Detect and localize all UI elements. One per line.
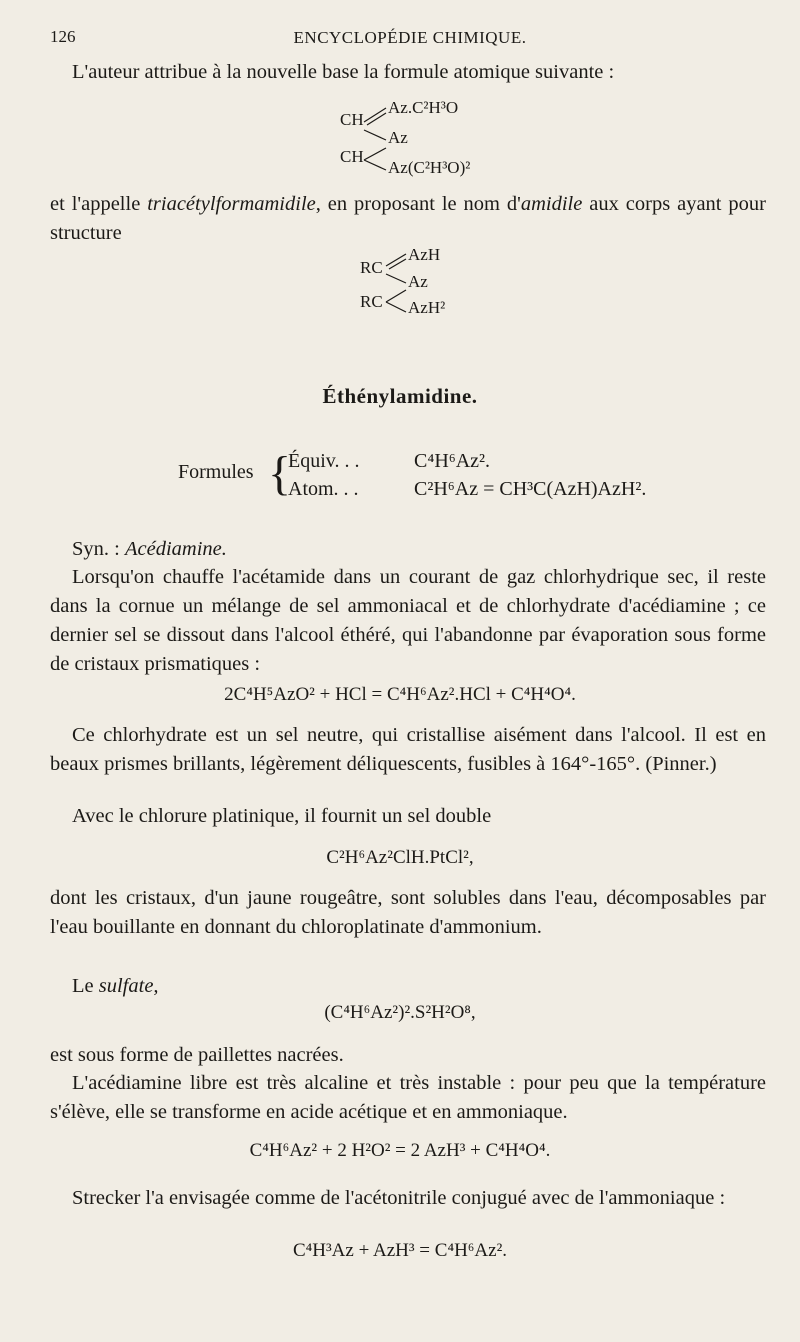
formula1-ch-top: CH bbox=[340, 110, 364, 129]
page-header bbox=[50, 27, 770, 51]
formules-equiv-label: Équiv. . . bbox=[288, 450, 360, 472]
formula2-line1: AzH bbox=[408, 245, 441, 264]
equation-2: C²H⁶Az²ClH.PtCl², bbox=[326, 847, 474, 868]
equation-3: (C⁴H⁶Az²)².S²H²O⁸, bbox=[324, 1002, 476, 1023]
formula1-bonds bbox=[362, 104, 390, 176]
section-heading: Éthénylamidine. bbox=[322, 384, 478, 408]
formula1-line2: Az bbox=[388, 128, 408, 147]
paragraph-triacetylformamidile: et l'appelle triacétylformamidile, en proposant le nom d'amidile aux corps ayant pour structure bbox=[50, 193, 767, 244]
running-title: ENCYCLOPÉDIE CHIMIQUE. bbox=[293, 28, 527, 47]
formula1-ch-bottom: CH bbox=[340, 147, 364, 166]
formula1-line3: Az(C²H³O)² bbox=[388, 158, 471, 177]
paragraph-crystals: dont les cristaux, d'un jaune rougeâtre, sont solubles dans l'eau, décomposables par l'eau bouillante en donnant du chloroplatinate d'ammonium. bbox=[50, 887, 766, 938]
paragraph-platinum: Avec le chlorure platinique, il fournit un sel double bbox=[72, 805, 492, 827]
paragraph-free-base: L'acédiamine libre est très alcaline et très instable : pour peu que la température s'élève, elle se transforme en acide acétique et en ammoniaque. bbox=[50, 1072, 766, 1123]
formula2-rc-top: RC bbox=[360, 258, 383, 277]
formula2-line3: AzH² bbox=[408, 298, 446, 317]
equation-1: 2C⁴H⁵AzO² + HCl = C⁴H⁶Az².HCl + C⁴H⁴O⁴. bbox=[224, 684, 576, 705]
brace-icon: { bbox=[268, 447, 292, 500]
paragraph-chlorhydrate: Ce chlorhydrate est un sel neutre, qui cristallise aisément dans l'alcool. Il est en beaux prismes brillants, légèrement déliquescents, fusibles à 164°-165°. (Pinner.) bbox=[50, 724, 766, 775]
formules-label: Formules bbox=[178, 461, 254, 483]
formula1-line1: Az.C²H³O bbox=[388, 98, 459, 117]
formules-atom-label: Atom. . . bbox=[288, 478, 359, 500]
formula2-line2: Az bbox=[408, 272, 428, 291]
formules-atom-value: C²H⁶Az = CH³C(AzH)AzH². bbox=[414, 478, 647, 500]
paragraph-nacrees: est sous forme de paillettes nacrées. bbox=[50, 1044, 344, 1066]
formula2-rc-bottom: RC bbox=[360, 292, 383, 311]
equation-5: C⁴H³Az + AzH³ = C⁴H⁶Az². bbox=[292, 1240, 508, 1261]
paragraph-strecker: Strecker l'a envisagée comme de l'acétonitrile conjugué avec de l'ammoniaque : bbox=[72, 1187, 726, 1209]
paragraph-preparation: Lorsqu'on chauffe l'acétamide dans un courant de gaz chlorhydrique sec, il reste dans la cornue un mélange de sel ammoniacal et de chlorhydrate d'acédiamine ; ce dernier sel se dissout dans l'alcool éthéré, qui l'abandonne par évaporation sous forme de cristaux prismatiques : bbox=[50, 566, 766, 675]
formules-equiv-value: C⁴H⁶Az². bbox=[414, 450, 491, 472]
paragraph-sulfate: Le sulfate, bbox=[72, 975, 159, 997]
paragraph-intro: L'auteur attribue à la nouvelle base la formule atomique suivante : bbox=[72, 61, 615, 83]
synonym-line: Syn. : Acédiamine. bbox=[72, 538, 227, 560]
formula2-bonds bbox=[384, 250, 410, 316]
page-number: 126 bbox=[50, 27, 76, 46]
equation-4: C⁴H⁶Az² + 2 H²O² = 2 AzH³ + C⁴H⁴O⁴. bbox=[249, 1140, 551, 1161]
